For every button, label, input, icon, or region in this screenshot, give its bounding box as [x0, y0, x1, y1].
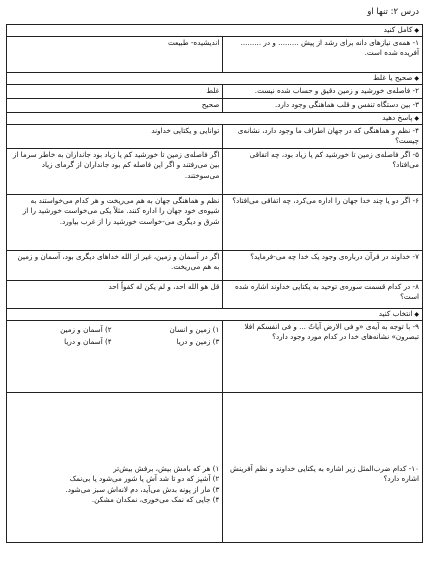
option-1[interactable]: ۱) هر که بامش بیش، برفش بیش‌تر	[113, 464, 220, 473]
answer-text: اگر در آسمان و زمین، غیر از الله خداهای دیگری بود، آسمان و زمین به هم می‌ریخت.	[17, 252, 220, 272]
question-text: ۸- در کدام قسمت سوره‌ی توحید به یکتایی خداوند اشاره شده است؟	[234, 282, 419, 302]
question-row	[7, 321, 423, 393]
question-text: ۷- خداوند در قرآن درباره‌ی وجود یک خدا چه می-فرماید؟	[250, 252, 419, 261]
section-row-tf	[7, 73, 423, 85]
options-list	[10, 394, 219, 506]
option-3[interactable]: ۳) مار از پونه بدش می‌آید، دم لانه‌اش سبز می‌شود.	[65, 484, 220, 494]
question-row	[7, 251, 423, 281]
option-4[interactable]: ۴) آسمان و دریا	[64, 337, 112, 347]
answer-text: اندیشیده- طبیعت	[167, 38, 220, 47]
question-row	[7, 99, 423, 113]
section-title-answer: پاسخ دهید	[382, 113, 413, 122]
lesson-title: درس ۲: تنها او	[367, 7, 419, 17]
question-text: ۴- نظم و هماهنگی که در جهان اطراف ما وجود دارد، نشانه‌ی چیست؟	[237, 126, 419, 146]
answer-text: غلط	[206, 86, 220, 95]
bullet-icon: ◆	[414, 75, 419, 82]
worksheet-table	[6, 24, 423, 543]
question-row	[7, 85, 423, 99]
option-3[interactable]: ۳) زمین و دریا	[176, 337, 220, 347]
option-2[interactable]: ۲) آسمان و زمین	[60, 325, 112, 334]
options-list	[10, 322, 219, 348]
section-row-fill	[7, 25, 423, 37]
option-1[interactable]: ۱) زمین و انسان	[169, 325, 220, 334]
section-row-choice	[7, 309, 423, 321]
section-row-answer	[7, 113, 423, 125]
question-row	[7, 37, 423, 73]
question-row	[7, 195, 423, 251]
bullet-icon: ◆	[414, 115, 419, 122]
section-title-choice: انتخاب کنید	[378, 309, 413, 318]
question-text: ۶- اگر دو یا چند خدا جهان را اداره می‌کرد، چه اتفاقی می‌افتاد؟	[232, 196, 419, 205]
answer-text: صحیح	[201, 100, 220, 109]
question-text: ۹- با توجه به آیه‌ی «و فی الارض آیاتٌ ... و فی انفسکم افلا تبصرون» نشانه‌های خدا در کدام مورد وجود دارد؟	[244, 322, 419, 342]
question-text: ۲- فاصله‌ی خورشید و زمین دقیق و حساب شده نیست.	[254, 86, 419, 95]
question-row	[7, 125, 423, 149]
question-text: ۱- همه‌ی نیازهای دانه برای رشد از پیش ......... و در ......... آفریده شده است.	[240, 38, 419, 58]
answer-text: نظم و هماهنگی جهان به هم می‌ریخت و هر کدام می‌خواستند به شیوه‌ی خود جهان را اداره کنند. مثلاً یکی می‌خواست خورشید را از شرق و دیگری می-خواست خورشید را از غرب بیاورد.	[22, 196, 220, 226]
answer-text: توانایی و یکتایی خداوند	[151, 126, 220, 135]
question-row	[7, 281, 423, 309]
question-text: ۱۰- کدام ضرب‌المثل زیر اشاره به یکتایی خداوند و نظم آفرینش اشاره دارد؟	[229, 464, 419, 484]
question-row	[7, 149, 423, 195]
section-title-tf: صحیح یا غلط	[373, 73, 413, 82]
question-text: ۵- اگر فاصله‌ی زمین تا خورشید کم یا زیاد بود، چه اتفاقی می‌افتاد؟	[249, 150, 419, 170]
question-row	[7, 393, 423, 543]
bullet-icon: ◆	[414, 27, 419, 34]
option-4[interactable]: ۴) جایی که نمک می‌خوری، نمکدان مشکن.	[91, 495, 220, 505]
question-text: ۳- بین دستگاه تنفس و قلب هماهنگی وجود دارد.	[274, 100, 419, 109]
answer-text: قل هو الله احد، و لم یکن له کفواً احد	[108, 282, 220, 291]
option-2[interactable]: ۲) آشپز که دو تا شد آش یا شور می‌شود یا بی‌نمک	[69, 474, 220, 484]
section-title-fill: کامل کنید	[383, 25, 413, 34]
bullet-icon: ◆	[414, 311, 419, 318]
answer-text: اگر فاصله‌ی زمین تا خورشید کم یا زیاد بود جانداران به خاطر سرما از بین می‌رفتند و اگر این فاصله کم بود جانداران از گرمای زیاد می‌سوختند.	[12, 150, 220, 180]
